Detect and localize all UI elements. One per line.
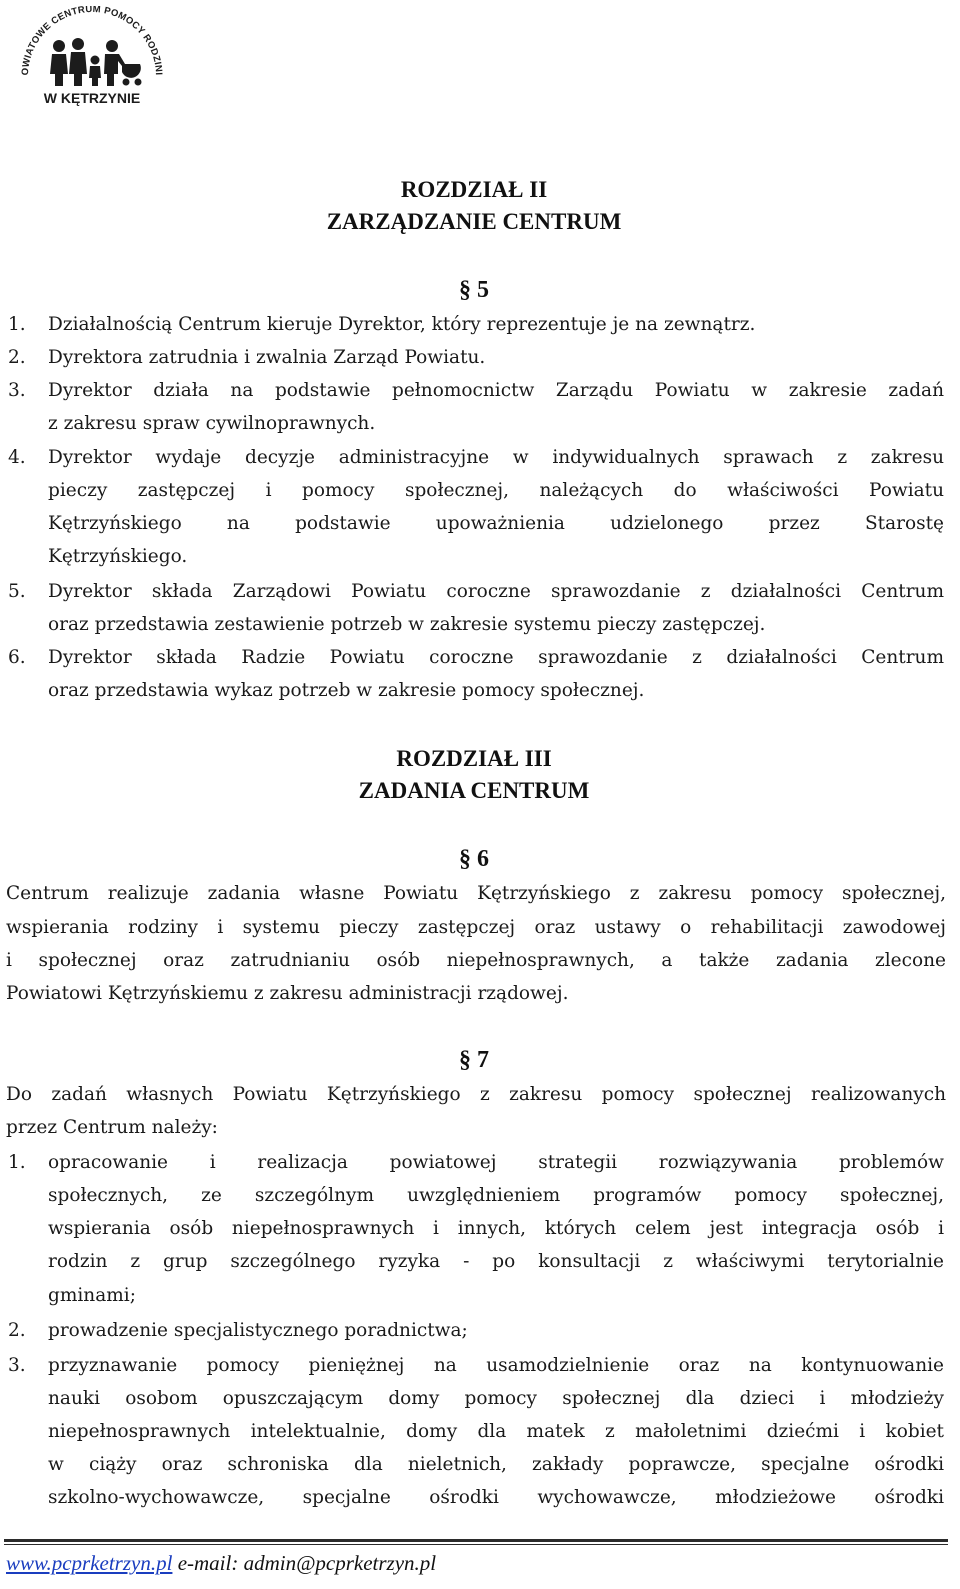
list-item-text: Dyrektor działa na podstawie pełnomocnictw Zarządu Powiatu w zakresie zadań [48, 380, 944, 401]
list-item-text: z zakresu spraw cywilnoprawnych. [48, 413, 376, 434]
list-item-text: Kętrzyńskiego na podstawie upoważnienia udzielonego przez Starostę [48, 513, 944, 534]
list-item-number: 1. [8, 1152, 26, 1173]
footer [6, 1548, 436, 1578]
paragraph-5-mark: § 5 [459, 277, 489, 303]
list-item-text: pieczy zastępczej i pomocy społecznej, należących do właściwości Powiatu [48, 480, 944, 501]
list-item-text: nauki osobom opuszczającym domy pomocy społecznej dla dzieci i młodzieży [48, 1388, 944, 1409]
list-item-number: 1. [8, 314, 26, 335]
list-item-text: w ciąży oraz schroniska dla nieletnich, zakłady poprawcze, specjalne ośrodki [48, 1454, 944, 1475]
list-item-number: 5. [8, 581, 26, 602]
website-link[interactable]: www.pcprketrzyn.pl [6, 1551, 173, 1575]
footer-divider [4, 1539, 948, 1542]
chapter-2-subtitle: ZARZĄDZANIE CENTRUM [326, 209, 622, 234]
paragraph-6-text: i społecznej oraz zatrudnianiu osób niepełnosprawnych, a także zadania zlecone [6, 950, 946, 971]
logo-bottom-text: W KĘTRZYNIE [43, 90, 141, 106]
list-item-text: Dyrektor wydaje decyzje administracyjne w indywidualnych sprawach z zakresu [48, 447, 944, 468]
chapter-3-title: ROZDZIAŁ III [396, 746, 552, 771]
list-item-number: 2. [8, 1320, 26, 1341]
paragraph-6-text: wspierania rodziny i systemu pieczy zastępczej oraz ustawy o rehabilitacji zawodowej [6, 917, 946, 938]
list-item-text: rodzin z grup szczególnego ryzyka - po konsultacji z właściwymi terytorialnie [48, 1251, 944, 1272]
list-item-text: społecznych, ze szczególnym uwzględnieniem programów pomocy społecznej, [48, 1185, 944, 1206]
list-item-text: szkolno-wychowawcze, specjalne ośrodki wychowawcze, młodzieżowe ośrodki [48, 1487, 944, 1508]
list-item-text: przyznawanie pomocy pieniężnej na usamodzielnienie oraz na kontynuowanie [48, 1355, 944, 1376]
list-item-text: Dyrektora zatrudnia i zwalnia Zarząd Powiatu. [48, 347, 486, 368]
svg-text:POWIATOWE CENTRUM POMOCY RODZI [14, 6, 164, 76]
paragraph-6-text: Centrum realizuje zadania własne Powiatu Kętrzyńskiego z zakresu pomocy społecznej, [6, 883, 946, 904]
list-item-text: Kętrzyńskiego. [48, 546, 188, 567]
list-item-text: Dyrektor składa Zarządowi Powiatu coroczne sprawozdanie z działalności Centrum [48, 581, 944, 602]
list-item-text: opracowanie i realizacja powiatowej strategii rozwiązywania problemów [48, 1152, 944, 1173]
list-item-number: 4. [8, 447, 26, 468]
chapter-2-title: ROZDZIAŁ II [400, 177, 548, 202]
list-item-number: 3. [8, 1355, 26, 1376]
list-item-text: Dyrektor składa Radzie Powiatu coroczne sprawozdanie z działalności Centrum [48, 647, 944, 668]
paragraph-7-mark: § 7 [459, 1047, 489, 1073]
list-item-number: 3. [8, 380, 26, 401]
list-item-text: Działalnością Centrum kieruje Dyrektor, który reprezentuje je na zewnątrz. [48, 314, 756, 335]
family-logo-icon [14, 6, 170, 110]
paragraph-7-intro: przez Centrum należy: [6, 1117, 218, 1138]
paragraph-6-text: Powiatowi Kętrzyńskiemu z zakresu administracji rządowej. [6, 983, 569, 1004]
paragraph-7-intro: Do zadań własnych Powiatu Kętrzyńskiego z zakresu pomocy społecznej realizowanych [6, 1084, 946, 1105]
list-item-text: prowadzenie specjalistycznego poradnictwa; [48, 1320, 468, 1341]
logo-arc-text: OWIATOWE CENTRUM POMOCY RODZINI [19, 6, 165, 76]
list-item-text: oraz przedstawia wykaz potrzeb w zakresie pomocy społecznej. [48, 680, 645, 701]
logo [14, 6, 170, 110]
list-item-text: wspierania osób niepełnosprawnych i innych, których celem jest integracja osób i [48, 1218, 944, 1239]
list-item-text: niepełnosprawnych intelektualnie, domy dla matek z małoletnimi dziećmi i kobiet [48, 1421, 944, 1442]
list-item-text: oraz przedstawia zestawienie potrzeb w zakresie systemu pieczy zastępczej. [48, 614, 766, 635]
list-item-number: 6. [8, 647, 26, 668]
footer-divider-thin [4, 1544, 948, 1545]
paragraph-6-mark: § 6 [459, 846, 489, 872]
footer-email: e-mail: admin@pcprketrzyn.pl [177, 1551, 437, 1575]
list-item-number: 2. [8, 347, 26, 368]
list-item-text: gminami; [48, 1285, 136, 1306]
chapter-3-subtitle: ZADANIA CENTRUM [358, 778, 590, 803]
